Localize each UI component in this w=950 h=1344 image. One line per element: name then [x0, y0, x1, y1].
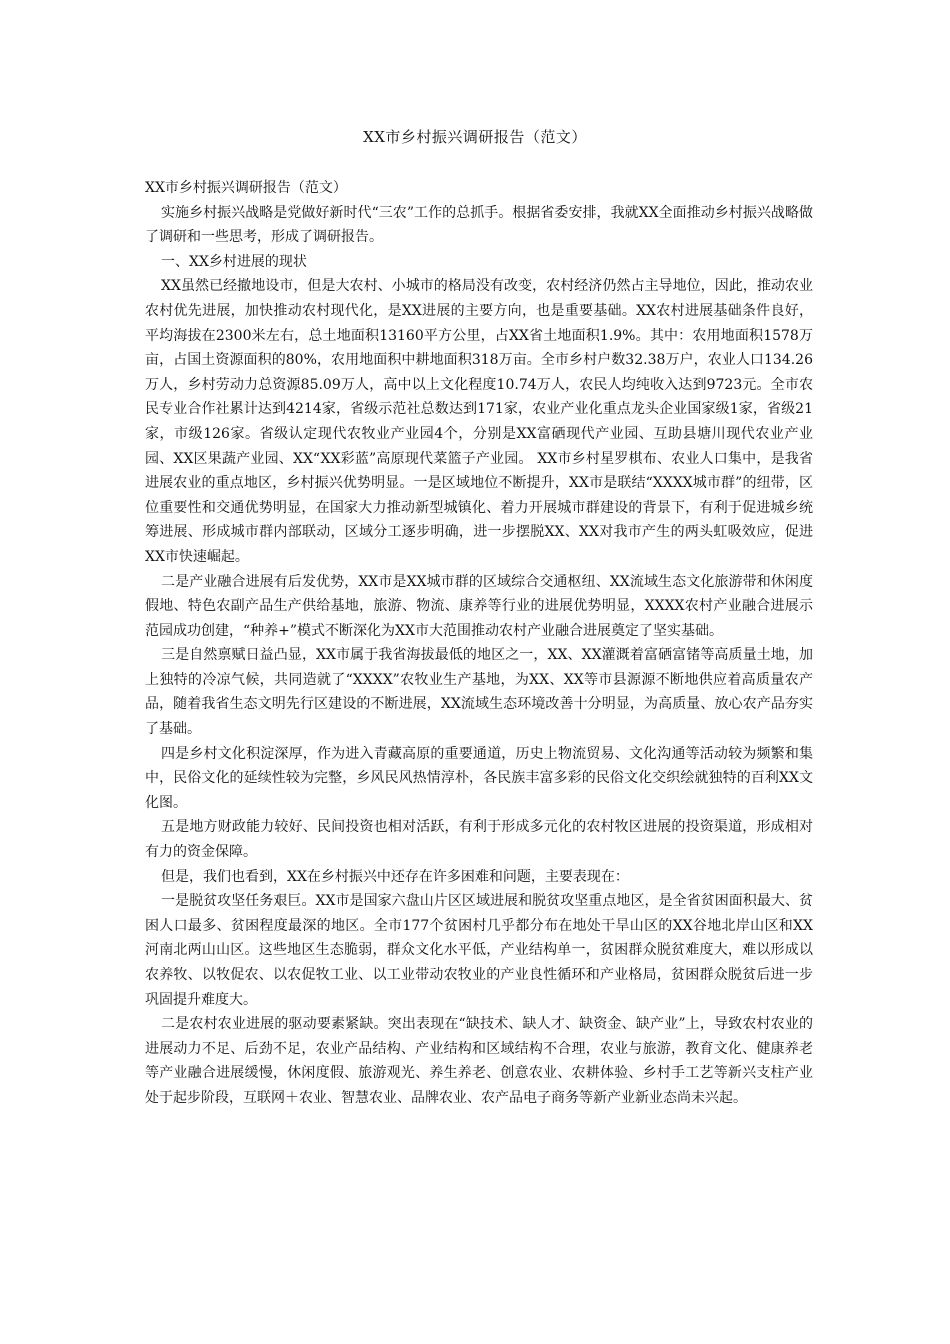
document-subtitle: XX市乡村振兴调研报告（范文） — [145, 180, 347, 196]
paragraph-natural-endowment: 三是自然禀赋日益凸显，XX市属于我省海拔最低的地区之一，XX、XX灌溉着富硒富锗等高质量土地，加上独特的冷凉气候，共同造就了“XXXX”农牧业生产基地，为XX、XX等市县源源不断地供应着高质量农产品，随着我省生态文明先行区建设的不断进展，XX流域生态环境改善十分明显，为高质量、放心农产品夯实了基础。 — [145, 647, 813, 738]
paragraph-problems-intro: 但是，我们也看到，XX在乡村振兴中还存在许多困难和问题，主要表现在： — [161, 868, 629, 885]
paragraph-poverty: 一是脱贫攻坚任务艰巨。XX市是国家六盘山片区区域进展和脱贫攻坚重点地区，是全省贫困面积最大、贫困人口最多、贫困程度最深的地区。全市177个贫困村几乎都分布在地处干旱山区的XX谷地北岸山区和XX河南北两山山区。这些地区生态脆弱，群众文化水平低，产业结构单一，贫困群众脱贫难度大，难以形成以农养牧、以牧促农、以农促牧工业、以工业带动农牧业的产业良性循环和产业格局，贫困群众脱贫后进一步巩固提升难度大。 — [145, 893, 813, 1008]
paragraph-driving-factors: 二是农村农业进展的驱动要素紧缺。突出表现在“缺技术、缺人才、缺资金、缺产业”上，导致农村农业的进展动力不足、后劲不足，农业产品结构、产业结构和区域结构不合理，农业与旅游，教育文化、健康养老等产业融合进展缓慢，休闲度假、旅游观光、养生养老、创意农业、农耕体验、乡村手工艺等新兴支柱产业处于起步阶段，互联网＋农业、智慧农业、品牌农业、农产品电子商务等新产业新业态尚未兴起。 — [145, 1016, 813, 1106]
paragraph-finance: 五是地方财政能力较好、民间投资也相对活跃，有利于形成多元化的农村牧区进展的投资渠道，形成相对有力的资金保障。 — [145, 819, 813, 861]
paragraph-industry-fusion: 二是产业融合进展有后发优势，XX市是XX城市群的区域综合交通枢纽、XX流域生态文化旅游带和休闲度假地、特色农副产品生产供给基地，旅游、物流、康养等行业的进展优势明显，XXXX农村产业融合进展示范园成功创建，“种养+”模式不断深化为XX市大范围推动农村产业融合进展奠定了坚实基础。 — [145, 573, 813, 639]
paragraph-intro: 实施乡村振兴战略是党做好新时代“三农”工作的总抓手。根据省委安排，我就XX全面推动乡村振兴战略做了调研和一些思考，形成了调研报告。 — [145, 204, 813, 246]
document-body — [145, 176, 813, 1111]
paragraph-status: XX虽然已经撤地设市，但是大农村、小城市的格局没有改变，农村经济仍然占主导地位，因此，推动农业农村优先进展，加快推动农村现代化，是XX进展的主要方向，也是重要基础。XX农村进展基础条件良好，平均海拔在2300米左右，总土地面积13160平方公里，占XX省土地面积1.9%。其中：农用地面积1578万亩，占国土资源面积的80%，农用地面积中耕地面积318万亩。全市乡村户数32.38万户，农业人口134.26万人，乡村劳动力总资源85.09万人，高中以上文化程度10.74万人，农民人均纯收入达到9723元。全市农民专业合作社累计达到4214家，省级示范社总数达到171家，农业产业化重点龙头企业国家级1家，省级21家，市级126家。省级认定现代农牧业产业园4个，分别是XX富硒现代产业园、互助县塘川现代农业产业园、XX区果蔬产业园、XX“XX彩蓝”高原现代菜篮子产业园。 XX市乡村星罗棋布、农业人口集中，是我省进展农业的重点地区，乡村振兴优势明显。一是区域地位不断提升，XX市是联结“XXXX城市群”的纽带，区位重要性和交通优势明显，在国家大力推动新型城镇化、着力开展城市群建设的背景下，有利于促进城乡统筹进展、形成城市群内部联动，区域分工逐步明确，进一步摆脱XX、XX对我市产生的两头虹吸效应，促进XX市快速崛起。 — [145, 278, 813, 565]
paragraph-rural-culture: 四是乡村文化积淀深厚，作为进入青藏高原的重要通道，历史上物流贸易、文化沟通等活动较为频繁和集中，民俗文化的延续性较为完整，乡风民风热情淳朴，各民族丰富多彩的民俗文化交织绘就独特的百利XX文化图。 — [145, 745, 813, 811]
document-title: XX市乡村振兴调研报告（范文） — [363, 128, 587, 146]
section-heading: 一、XX乡村进展的现状 — [161, 253, 307, 270]
